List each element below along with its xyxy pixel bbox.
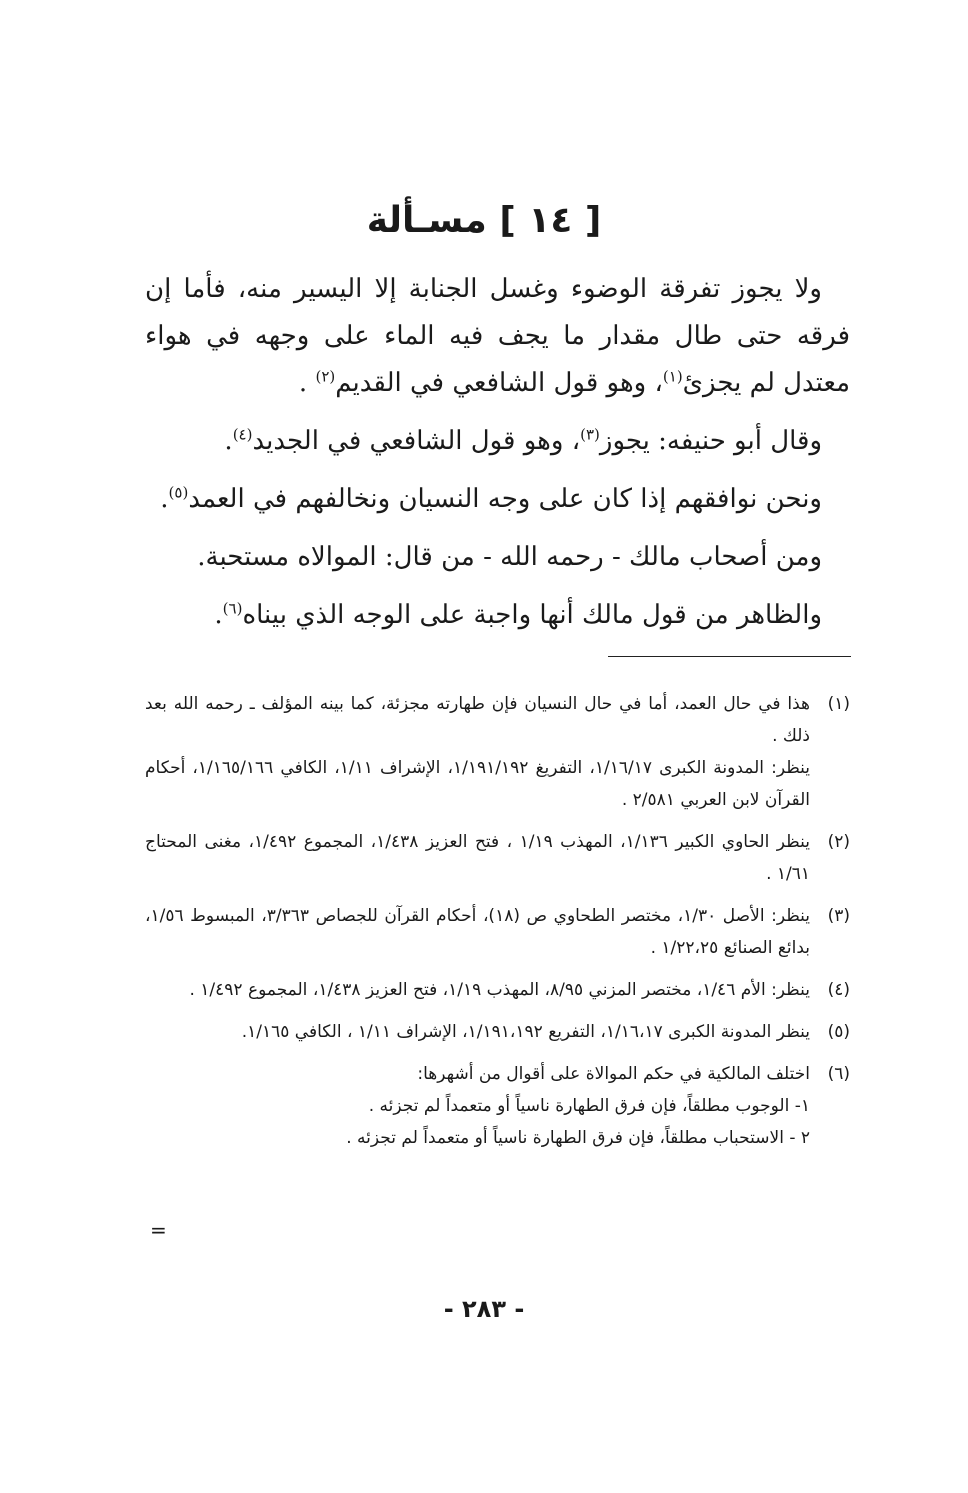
footnote-line: ينظر: الأصل ١/٣٠، مختصر الطحاوي ص (١٨)، أحكام القرآن للجصاص ٣/٣٦٣، المبسوط ١/٥٦، بدائع الصنائع ١/٢٢،٢٥ . [145, 906, 811, 958]
section-heading [0, 200, 968, 241]
paragraph-1 [145, 266, 850, 407]
paragraph-3 [145, 476, 850, 523]
paragraph-5-text-b: . [214, 600, 223, 630]
paragraph-5-text-a: والظاهر من قول مالك أنها واجبة على الوجه الذي بيناه [242, 600, 822, 630]
footnote-ref-4[interactable]: (٤) [232, 425, 253, 444]
footnote-line: ينظر: الأم ١/٤٦، مختصر المزني ٨/٩٥، المهذب ١/١٩، فتح العزيز ١/٤٣٨، المجموع ١/٤٩٢ . [189, 980, 810, 1000]
paragraph-5 [145, 592, 850, 639]
footnote-ref-2[interactable]: (٢) [315, 367, 336, 386]
paragraph-4: ومن أصحاب مالك - رحمه الله - من قال: الموالاه مستحبة. [197, 542, 822, 572]
footnote-line: اختلف المالكية في حكم الموالاة على أقوال من أشهرها: [417, 1064, 810, 1084]
footnote-1 [145, 688, 850, 816]
heading-close-bracket: ] [499, 200, 516, 241]
footnote-mark: (١) [827, 694, 850, 714]
footnote-ref-6[interactable]: (٦) [222, 599, 243, 618]
continuation-mark: = [150, 1218, 167, 1242]
footnote-5 [145, 1016, 850, 1048]
footnote-line: ينظر المدونة الكبرى ١/١٦،١٧، التفريع ١/١٩١،١٩٢، الإشراف ١/١١ ، الكافي ١/١٦٥. [241, 1022, 810, 1042]
paragraph-3-text-a: ونحن نوافقهم إذا كان على وجه النسيان ونخالفهم في العمد [188, 484, 822, 514]
heading-title: مسـألة [366, 200, 487, 241]
footnote-line: ينظر الحاوي الكبير ١/١٣٦، المهذب ١/١٩ ، فتح العزيز ١/٤٣٨، المجموع ١/٤٩٢، مغنى المحتاج ١/٦١ . [145, 832, 810, 884]
paragraph-3-text-b: . [160, 484, 169, 514]
footnote-3 [145, 900, 850, 964]
page-number: - ٢٨٣ - [443, 1295, 525, 1323]
footnote-ref-1[interactable]: (١) [662, 367, 683, 386]
footnotes [145, 688, 850, 1164]
footnote-mark: (٦) [827, 1064, 850, 1084]
paragraph-1-text-b: ، وهو قول الشافعي في القديم [335, 368, 663, 398]
main-text [145, 266, 850, 639]
footnote-mark: (٥) [827, 1022, 850, 1042]
footnote-mark: (٣) [827, 906, 850, 926]
footnote-line: ٢ - الاستحباب مطلقاً، فإن فرق الطهارة ناسياً أو متعمداً لم تجزئه . [346, 1128, 810, 1148]
paragraph-1-text-a: ولا يجوز تفرقة الوضوء وغسل الجنابة إلا اليسير منه، فأما إن فرقه حتى طال مقدار ما يجف فيه الماء على وجهه في هواء معتدل لم يجزئ [145, 274, 850, 398]
footnote-line: ينظر: المدونة الكبرى ١/١٦/١٧، التفريغ ١/١٩١/١٩٢، الإشراف ١/١١، الكافي ١/١٦٥/١٦٦، أحكام القرآن لابن العربي ٢/٥٨١ . [145, 758, 811, 810]
paragraph-1-text-c: . [298, 368, 316, 398]
footnote-line: هذا في حال العمد، أما في حال النسيان فإن طهارته مجزئة، كما بينه المؤلف ـ رحمه الله بعد ذلك . [145, 694, 810, 746]
footnote-line: ١- الوجوب مطلقاً، فإن فرق الطهارة ناسياً أو متعمداً لم تجزئه . [368, 1096, 810, 1116]
paragraph-2-text-a: وقال أبو حنيفه: يجوز [599, 426, 822, 456]
footnote-mark: (٤) [827, 980, 850, 1000]
heading-open-bracket: [ [584, 200, 602, 241]
paragraph-2 [145, 418, 850, 465]
footnote-divider [608, 656, 851, 657]
footnote-mark: (٢) [827, 832, 850, 852]
footnote-6 [145, 1058, 850, 1154]
heading-number: ١٤ [528, 200, 573, 241]
footnote-ref-5[interactable]: (٥) [168, 483, 189, 502]
paragraph-2-text-b: ، وهو قول الشافعي في الجديد [252, 426, 581, 456]
footnote-4 [145, 974, 850, 1006]
footnote-ref-3[interactable]: (٣) [580, 425, 600, 444]
paragraph-2-text-c: . [224, 426, 233, 456]
footnote-2 [145, 826, 850, 890]
